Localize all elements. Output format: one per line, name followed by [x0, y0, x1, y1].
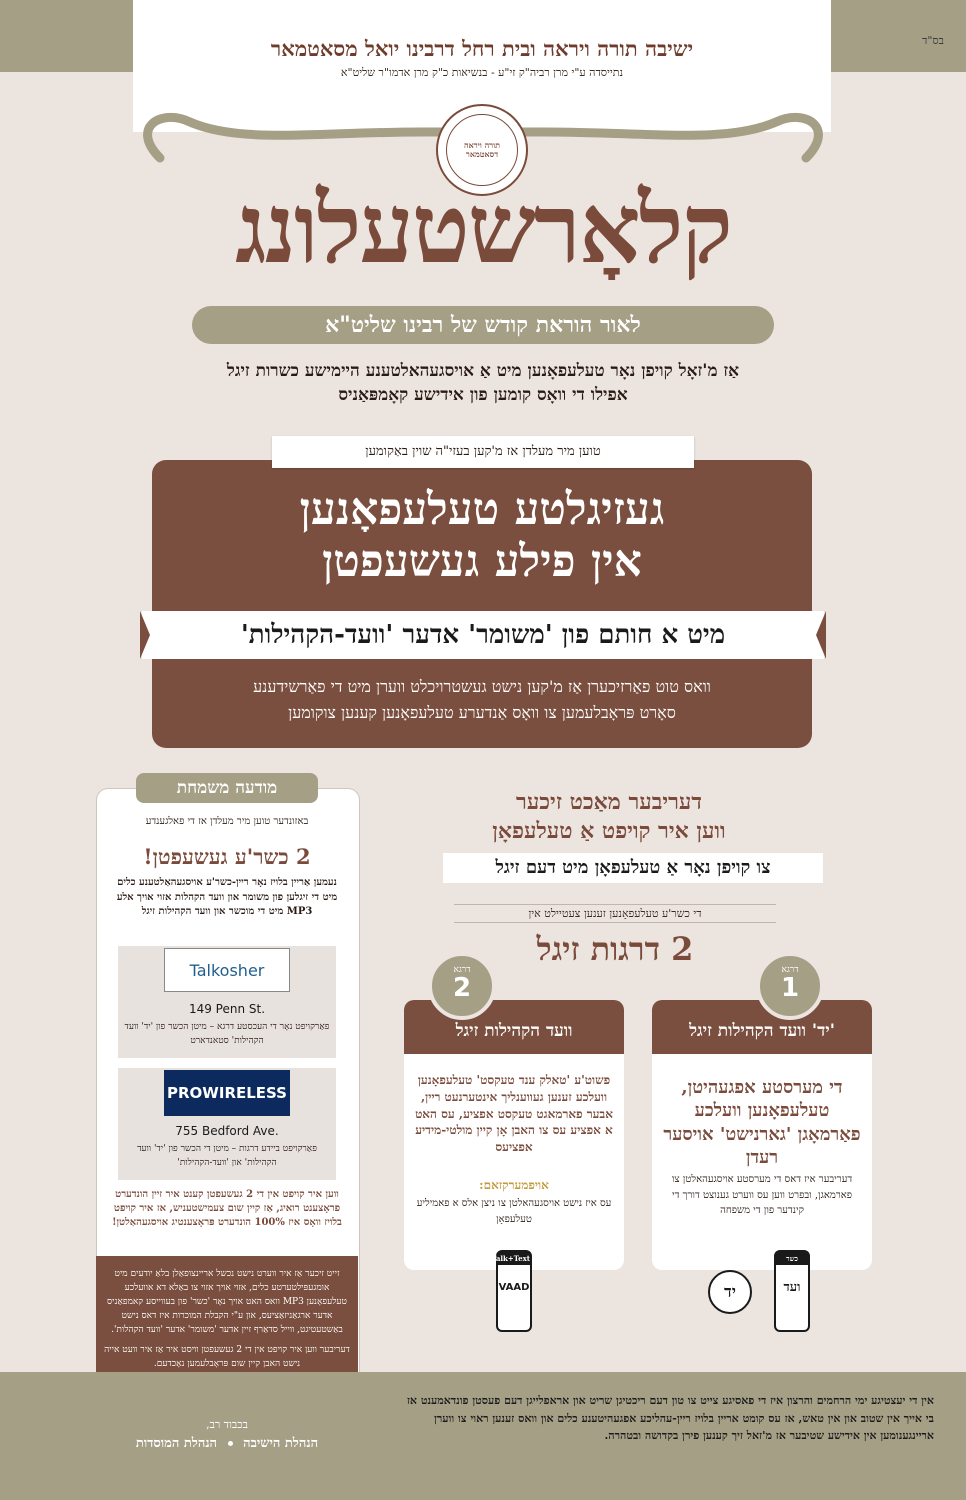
prowireless-logo: PROWIRELESS [164, 1070, 290, 1116]
seal-text: תורה ויראה דסאטמאר [446, 114, 518, 186]
level-1-badge-label: דרגא [781, 965, 799, 975]
talkosher-description: פאַרקויפט נאָר די העכסטע דרגא – מיטן הכשר פון 'יד' וועד הקהילות' סטאנדארט [124, 1022, 330, 1047]
right-heading-line-1: דעריבער מאַכט זיכער [516, 789, 702, 815]
talk-text-logo-body: VAAD [498, 1282, 530, 1293]
right-heading [408, 788, 810, 845]
talkosher-address: 149 Penn St. [188, 1002, 266, 1016]
level-2-note-label: אויפמערקזאם: [479, 1178, 549, 1192]
level-1-badge-number: 1 [780, 973, 800, 1003]
subtext-line-1: וואס טוט פאַרזיכערן אַז מ'קען נישט געשטרויכלט ווערן מיט די פאַרשידענע [253, 677, 711, 696]
talk-text-logo-top: Talk+Text [491, 1254, 530, 1263]
vaad-hakehilos-logo [774, 1250, 810, 1332]
level-2-badge [428, 952, 496, 1020]
levels-heading: 2 דרגות זיגל [536, 930, 694, 968]
stores-description: נעמען אַריין בלויז נאָר ריין-כשר'ע אויסגעהאַלטענע כלים מיט די זיגלען פון משומר און וועד הקהלות אזוי אויך אלע MP3 מיט די מוכשר און וועד הקהילות זיגל [116, 877, 338, 917]
footer-honor: בכבוד רב, [206, 1418, 248, 1431]
stores-note-2: דעריבער ווען איר קויפט אין די 2 געשעפטן וויסט איר אַז איר וועט אייה נישט האבן קיין שום פּראָבלעמען נאָכדעם. [104, 1344, 350, 1369]
founded-line: נתייסדה ע"י מרן רביה"ק זי"ע - בנשיאות כ"ק מרן אדמו"ר שליט"א [340, 66, 624, 79]
footer-text: אין די יעצטיגע ימי הרחמים והרצון איז די פאסיגע צייט צו טון דעם ריכטיגן שריט און אראפלייגן דעם פעסטן פונדאמענט אז בי אייך אין שטוב און אין טאש, אז עס קומט אריין בלויז ריין-עהליכע אפגעהיטענע כלים און וואס זענען ראוי צו ווערן אריינגענומען אין אידישע שטיבער אז מ'זאל זיך קענען פירן בקדושה ובטהרה. [406, 1394, 934, 1443]
prowireless-address: 755 Bedford Ave. [175, 1124, 279, 1138]
level-2-main-text: פשוט'ע 'טאלק ענד טעקסט' טעלעפאָנען וועלכע זענען געווענליך אינטערנעט ריין, אבער פארמאגט טעקסט אפציע, עס האט א אפציע עס צו האבן אָן קיין מולטי-מידיע אפציעס [415, 1073, 613, 1155]
headline-line-1: געזיגלטע טעלעפאָנען [299, 484, 665, 535]
level-2-badge-number: 2 [452, 973, 472, 1003]
level-2-card-title: וועד הקהילות זיגל [404, 1000, 624, 1054]
seal-instruction-bar: צו קויפן נאָר אַ טעלעפאָן מיט דעם זיגל [443, 853, 823, 883]
ribbon-notch-right [816, 611, 826, 659]
yad-logo: יד [708, 1270, 752, 1314]
stores-card-tab: מודעה משמחת [136, 773, 318, 803]
stores-intro: באזונדער טוען מיר מעלדן אז די פאלגענדע [145, 816, 309, 827]
headline [152, 484, 812, 588]
intro-line-2: אפילו די וואָס קומען פון אידישע קאָמפּאַניס [338, 384, 628, 405]
level-1-main-text: די מערסטע אפגעהיטן, טעלעפאָנען וועלכע פאַרמאָגן 'גארנישט' אויסער רעדן [663, 1077, 861, 1169]
seal-ribbon: מיט א חותם פון 'משומר' אדער 'וועד-הקהילות' [142, 611, 824, 659]
bsd-mark: בס"ד [922, 34, 944, 47]
vaad-logo-body: ועד [783, 1280, 801, 1295]
headline-line-2: אין פילע געשעפטן [322, 535, 642, 587]
announcement-tag: טוען מיר מעלדן אז מ'קען בעזי"ה שוין באַקומען [272, 436, 694, 468]
level-1-badge [756, 952, 824, 1020]
stores-note-text [104, 1268, 350, 1372]
stores-closing: ווען איר קויפט אין די 2 געשעפטן קענט איר זיין הונדערט פראָצענט רואיג, אַז קיין שום צעמישטעניש, אז איר קויפט בלויז וואָס איז 100% הונדערט פּראָצענטיג אויסגעהאַלטן! [112, 1189, 342, 1228]
footer-signature [96, 1435, 358, 1451]
stores-note-1: זייט זיכער אַז איר ווערט נישט נכשל אריינצופאַלן בלאַ יודעים מיט אומגעפּילטערטע כלים, אזוי אויך אזוי צו באַלא דא אוועלכע טעלעפאָנען MP3 וואס האט אויך נאָר 'כשר' פון בעווייסע קאמפאַניס אדער ארגאַניזאַציעס, און ע"י הקבלת המוכרות איז דאס נישט באַשטעטיגט, ווייל סדאַרף זיין אדער 'משומר' אדער 'וועד הקהלות'. [107, 1269, 347, 1335]
stores-heading: 2 כשר'ע געשעפטן! [143, 844, 311, 869]
level-2-sub-text: עס איז נישט אויסגעהאלטן צו ניצן אלס א פאמיליע טעלעפאָן [416, 1198, 612, 1225]
intro-line-1: אַז מ'זאָל קויפן נאָר טעלעפאָנען מיט אַ אויסגעהאלטענע היימישע כשרות זיגל [226, 361, 740, 381]
signature-yeshiva: הנהלת הישיבה [243, 1436, 319, 1451]
prowireless-description: פאַרקויפט ביידע דרגות – מיטן די הכשר פון 'יד' וועד הקהילות' און 'וועד-הקהילות' [137, 1144, 317, 1169]
right-heading-line-2: ווען איר קויפט אַ טעלעפאָן [492, 817, 726, 844]
level-2-badge-label: דרגא [453, 965, 471, 975]
intro-text [150, 360, 816, 408]
signature-separator [228, 1441, 233, 1446]
subtext-line-2: סאָרט פּראָבלעמען צו וואָס אַנדערע טעלעפאָנען קענען צוקומען [288, 702, 676, 722]
level-1-sub-text: דעריבער איז דאס די מערסטע אויסגעהאלטן צו פארמאגן, ובפרט ווען עס ווערט גענוצט דורך די קינדער פון די משפחה [671, 1174, 853, 1216]
announcement-subtext [172, 674, 792, 725]
vaad-talk-text-logo [491, 1250, 532, 1332]
levels-intro: די כשר'ע טעלעפאָנען זענען צעטיילט אין [454, 904, 776, 923]
signature-institutions: הנהלת המוסדות [135, 1436, 218, 1451]
yeshiva-name: ישיבה תורה ויראה ובית רחל דרבינו יואל מסאטמאר [270, 36, 694, 61]
level-1-card-title: 'יד' וועד הקהילות זיגל [652, 1000, 872, 1054]
main-title: קלאָרשטעלונג [235, 172, 731, 285]
talkosher-logo: Talkosher [164, 948, 290, 992]
ribbon-notch-left [140, 611, 150, 659]
title-subtitle: לאור הוראת קודש של רבינו שליט"א [192, 306, 774, 344]
vaad-logo-top: כשר [776, 1252, 808, 1265]
